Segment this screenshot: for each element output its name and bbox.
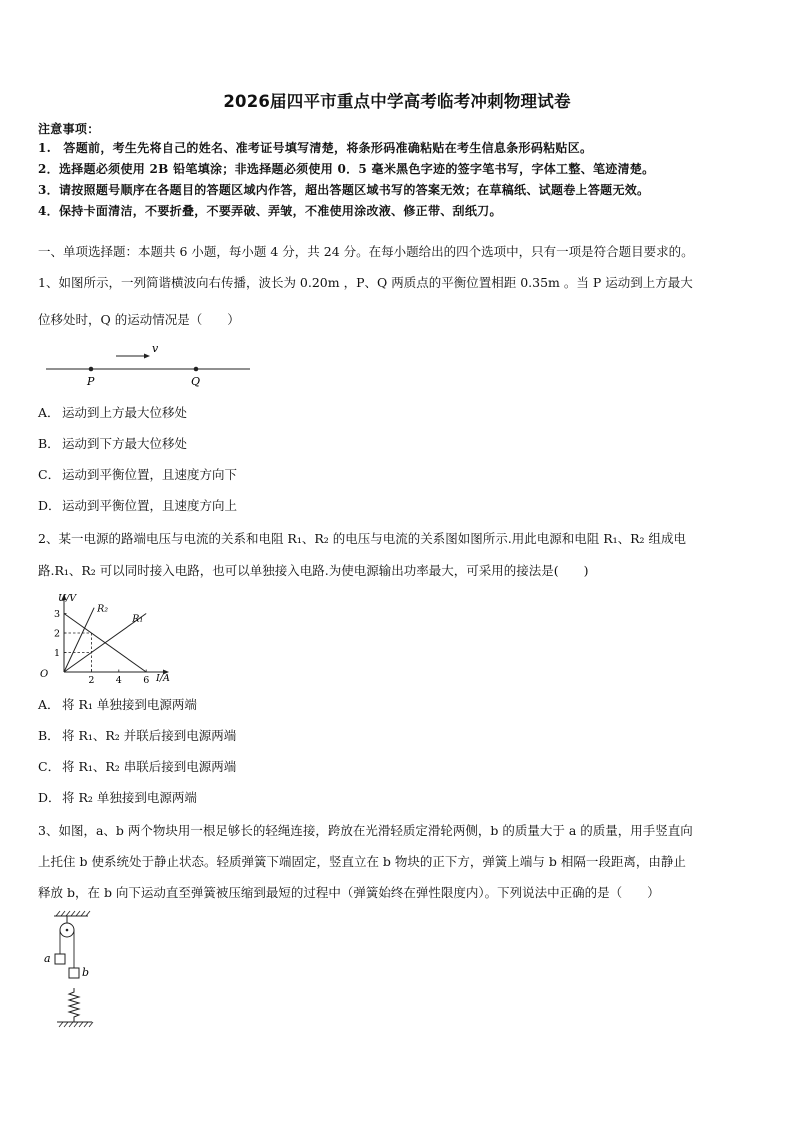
- q1-option-d[interactable]: D．运动到平衡位置，且速度方向上: [38, 498, 238, 513]
- origin-label: O: [40, 669, 49, 680]
- question-2-line2: 路.R₁、R₂ 可以同时接入电路，也可以单独接入电路.为使电源输出功率最大，可采用的接法是( ): [38, 563, 589, 578]
- point-q-label: Q: [191, 375, 201, 388]
- ui-chart: [36, 590, 176, 685]
- notice-item: 4．保持卡面清洁，不要折叠，不要弄破、弄皱，不准使用涂改液、修正带、刮纸刀。: [38, 204, 502, 218]
- block-b: [69, 968, 79, 978]
- notice-item: 1. 答题前，考生先将自己的姓名、准考证号填写清楚，将条形码准确粘贴在考生信息条形码粘贴区。: [38, 141, 593, 155]
- velocity-arrowhead: [144, 354, 150, 359]
- question-1-line2: 位移处时，Q 的运动情况是（ ）: [38, 312, 240, 327]
- q1-option-a[interactable]: A． 运动到上方最大位移处: [38, 405, 188, 420]
- page-title: 2026届四平市重点中学高考临考冲刺物理试卷: [223, 92, 571, 111]
- point-p: [89, 367, 94, 372]
- y-axis-label: U/V: [58, 593, 77, 604]
- q1-option-b[interactable]: B． 运动到下方最大位移处: [38, 436, 188, 451]
- question-1-line1: 1、如图所示，一列简谐横波向右传播，波长为 0.20m ，P、Q 两质点的平衡位置相距 0.35m 。当 P 运动到上方最大: [38, 275, 693, 290]
- x-axis-label: I/A: [156, 673, 170, 684]
- q2-option-c[interactable]: C． 将 R₁、R₂ 串联后接到电源两端: [38, 759, 237, 774]
- block-a: [55, 954, 65, 964]
- question-2-line1: 2、某一电源的路端电压与电流的关系和电阻 R₁、R₂ 的电压与电流的关系图如图所示.用此电源和电阻 R₁、R₂ 组成电: [38, 531, 687, 546]
- block-b-label: b: [82, 966, 90, 979]
- notice-item: 3．请按照题号顺序在各题目的答题区域内作答，超出答题区域书写的答案无效；在草稿纸、试题卷上答题无效。: [38, 183, 650, 197]
- velocity-label: v: [152, 342, 159, 355]
- x-tick-label: 4: [115, 675, 122, 686]
- point-q: [194, 367, 199, 372]
- point-p-label: P: [87, 375, 95, 388]
- y-tick-label: 3: [54, 609, 61, 620]
- spring: [69, 988, 79, 1022]
- question-3-line1: 3、如图，a、b 两个物块用一根足够长的轻绳连接，跨放在光滑轻质定滑轮两侧，b 的质量大于 a 的质量，用手竖直向: [38, 823, 693, 838]
- series-label: R₂: [97, 603, 109, 615]
- q2-option-a[interactable]: A． 将 R₁ 单独接到电源两端: [38, 697, 197, 712]
- pulley-figure: [42, 910, 112, 1032]
- pulley-axle: [66, 929, 69, 932]
- section-heading: 一、单项选择题：本题共 6 小题，每小题 4 分，共 24 分。在每小题给出的四个选项中，只有一项是符合题目要求的。: [38, 244, 694, 259]
- notice-item: 2．选择题必须使用 2B 铅笔填涂；非选择题必须使用 0．5 毫米黑色字迹的签字笔书写，字体工整、笔迹清楚。: [38, 162, 655, 176]
- q1-option-c[interactable]: C． 运动到平衡位置，且速度方向下: [38, 467, 238, 482]
- wave-figure: [44, 338, 254, 398]
- y-tick-label: 1: [54, 648, 61, 659]
- question-3-line2: 上托住 b 使系统处于静止状态。轻质弹簧下端固定，竖直立在 b 物块的正下方，弹簧上端与 b 相隔一段距离，由静止: [38, 854, 686, 869]
- block-a-label: a: [44, 952, 51, 965]
- q2-option-d[interactable]: D．将 R₂ 单独接到电源两端: [38, 790, 197, 805]
- x-tick-label: 2: [88, 675, 95, 686]
- y-tick-label: 2: [54, 628, 61, 640]
- notice-heading: 注意事项：: [38, 122, 100, 136]
- ceiling-support: [54, 911, 90, 916]
- floor-support: [57, 1022, 93, 1027]
- series-label: R₁: [132, 613, 144, 625]
- question-3-line3: 释放 b，在 b 向下运动直至弹簧被压缩到最短的过程中（弹簧始终在弹性限度内）。下列说法中正确的是（ ）: [38, 885, 660, 900]
- x-tick-label: 6: [143, 675, 150, 686]
- q2-option-b[interactable]: B． 将 R₁、R₂ 并联后接到电源两端: [38, 728, 237, 743]
